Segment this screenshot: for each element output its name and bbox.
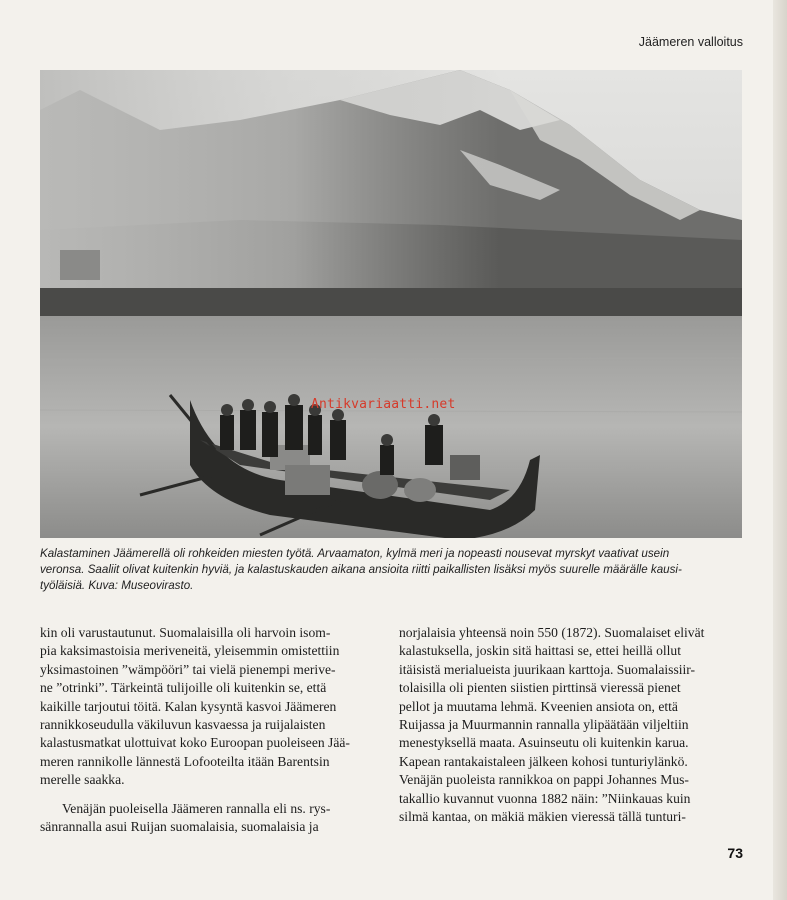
page-edge bbox=[773, 0, 787, 900]
text-line: pia kaksimastoisia meriveneitä, yleisemmin omistettiin bbox=[40, 643, 340, 659]
text-line: meren rannikolle lännestä Lofooteilta itään Barentsin bbox=[40, 753, 330, 769]
caption-line: työläisiä. Kuva: Museovirasto. bbox=[40, 579, 194, 593]
body-column-right bbox=[399, 624, 751, 826]
text-line: tolaisilla oli pienten siistien pirttinsä vieressä pienet bbox=[399, 680, 681, 696]
text-line: Kapean rantakaistaleen jälkeen kohosi tunturiylänkö. bbox=[399, 753, 688, 769]
text-line: ne ”otrinki”. Tärkeintä tulijoille oli kuitenkin se, että bbox=[40, 680, 327, 696]
fishing-boat-photo bbox=[40, 70, 742, 538]
text-line: sänrannalla asui Ruijan suomalaisia, suomalaisia ja bbox=[40, 819, 319, 835]
text-line: norjalaisia yhteensä noin 550 (1872). Suomalaiset elivät bbox=[399, 625, 705, 640]
running-title: Jäämeren valloitus bbox=[638, 35, 743, 49]
text-line: rannikkoseudulla väkiluvun kasvaessa ja ruijalaisten bbox=[40, 717, 326, 733]
text-line: kaikille tarjoutui töitä. Kalan kysyntä kasvoi Jäämeren bbox=[40, 698, 337, 714]
text-line: itäisistä merialueista juurikaan karttoja. Suomalaissiir- bbox=[399, 661, 696, 677]
caption-line: veronsa. Saaliit olivat kuitenkin hyviä, ja kalastuskauden aikana ansioita riitti paikallisten lisäksi myös suurelle määrälle kausi- bbox=[40, 563, 682, 577]
text-line: Ruijassa ja Muurmannin rannalla ylipäätään viljeltiin bbox=[399, 717, 689, 733]
text-line: yksimastoinen ”wämpööri” tai vielä pienempi merive- bbox=[40, 661, 336, 677]
text-line: silmä kantaa, on mäkiä mäkien vieressä tällä tunturi- bbox=[399, 809, 686, 825]
text-line: menestyksellä maata. Asuinseutu oli kuitenkin karua. bbox=[399, 735, 689, 751]
text-line: kalastusmatkat ulottuivat koko Euroopan puoleiseen Jää- bbox=[40, 735, 350, 751]
paragraph-gap bbox=[40, 790, 392, 800]
text-line: Venäjän puoleista rannikkoa on pappi Johannes Mus- bbox=[399, 772, 689, 788]
text-line: merelle saakka. bbox=[40, 772, 125, 788]
text-line: pellot ja muutama lehmä. Kveenien ansiota on, että bbox=[399, 698, 678, 714]
page-number: 73 bbox=[727, 845, 743, 861]
caption-line: Kalastaminen Jäämerellä oli rohkeiden miesten työtä. Arvaamaton, kylmä meri ja nopeasti nousevat myrskyt vaativat usein bbox=[40, 547, 670, 560]
text-line: Venäjän puoleisella Jäämeren rannalla eli ns. rys- bbox=[62, 800, 331, 816]
text-line: kin oli varustautunut. Suomalaisilla oli harvoin isom- bbox=[40, 625, 331, 640]
text-line: kalastuksella, joskin sitä haittasi se, ettei heillä ollut bbox=[399, 643, 682, 659]
text-line: takallio kuvannut vuonna 1882 näin: ”Niinkauas kuin bbox=[399, 790, 691, 806]
photo-caption bbox=[40, 546, 746, 595]
body-column-left bbox=[40, 624, 392, 836]
watermark-text: Antikvariaatti.net bbox=[311, 397, 456, 412]
